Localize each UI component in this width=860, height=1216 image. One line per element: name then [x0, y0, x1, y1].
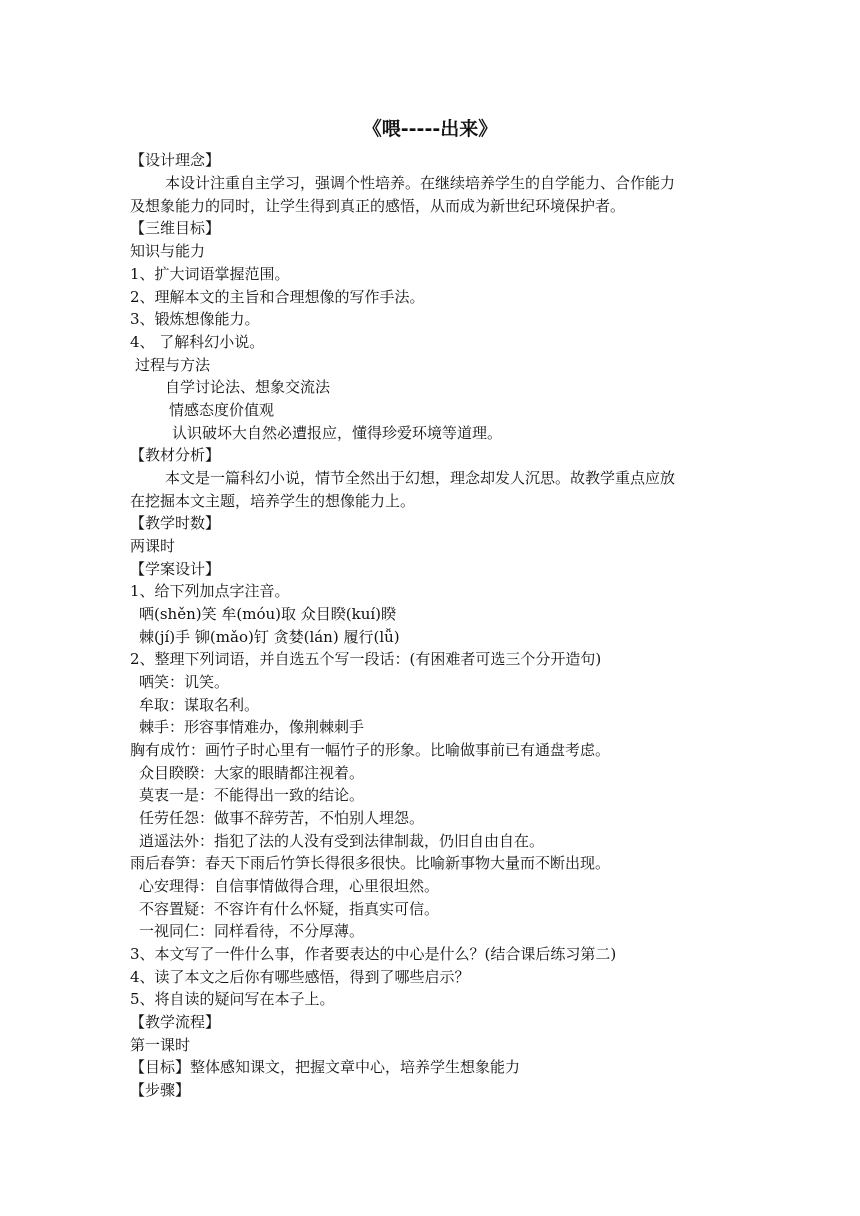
list-item: 2、整理下列词语，并自选五个写一段话：(有困难者可选三个分开造句): [130, 650, 602, 668]
section-heading-teaching-process: 【教学流程】: [130, 1013, 221, 1031]
list-item: 1、给下列加点字注音。: [130, 582, 290, 600]
vocab-line: 棘手：形容事情难办，像荆棘刺手: [139, 718, 365, 736]
vocab-line: 一视同仁：同样看待，不分厚薄。: [139, 922, 365, 940]
paragraph-line: 在挖掘本文主题，培养学生的想像能力上。: [130, 492, 416, 510]
vocab-line: 雨后春笋：春天下雨后竹笋长得很多很快。比喻新事物大量而不断出现。: [130, 854, 611, 872]
pinyin-line: 棘(jí)手 铆(mǎo)钉 贪婪(lán) 履行(lǚ): [139, 628, 400, 646]
paragraph-line: 本设计注重自主学习，强调个性培养。在继续培养学生的自学能力、合作能力: [165, 174, 676, 192]
subheading: 知识与能力: [130, 242, 206, 260]
paragraph-line: 两课时: [130, 537, 176, 555]
vocab-line: 不容置疑：不容许有什么怀疑，指真实可信。: [139, 900, 440, 918]
paragraph-line: 第一课时: [130, 1036, 191, 1054]
subheading: 过程与方法: [135, 356, 211, 374]
subheading: 情感态度价值观: [169, 401, 275, 419]
vocab-line: 莫衷一是：不能得出一致的结论。: [139, 786, 365, 804]
vocab-line: 心安理得：自信事情做得合理，心里很坦然。: [139, 877, 440, 895]
list-item: 3、本文写了一件什么事，作者要表达的中心是什么？(结合课后练习第二): [130, 945, 617, 963]
section-heading-steps: 【步骤】: [130, 1081, 191, 1099]
paragraph-line: 及想象能力的同时，让学生得到真正的感悟，从而成为新世纪环境保护者。: [130, 197, 626, 215]
vocab-line: 胸有成竹：画竹子时心里有一幅竹子的形象。比喻做事前已有通盘考虑。: [130, 741, 611, 759]
vocab-line: 逍遥法外：指犯了法的人没有受到法律制裁，仍旧自由自在。: [139, 832, 545, 850]
paragraph-line: 【目标】整体感知课文，把握文章中心，培养学生想象能力: [130, 1058, 521, 1076]
document-title: 《喂-----出来》: [362, 118, 498, 140]
section-heading-class-hours: 【教学时数】: [130, 514, 221, 532]
section-heading-study-design: 【学案设计】: [130, 560, 221, 578]
list-item: 4、 了解科幻小说。: [130, 333, 265, 351]
list-item: 5、将自读的疑问写在本子上。: [130, 990, 335, 1008]
vocab-line: 牟取：谋取名利。: [139, 696, 260, 714]
section-heading-design-concept: 【设计理念】: [130, 151, 221, 169]
list-item: 3、锻炼想像能力。: [130, 310, 260, 328]
list-item: 4、读了本文之后你有哪些感悟，得到了哪些启示？: [130, 968, 470, 986]
section-heading-goals: 【三维目标】: [130, 219, 221, 237]
paragraph-line: 本文是一篇科幻小说，情节全然出于幻想，理念却发人沉思。故教学重点应放: [165, 469, 676, 487]
list-item: 2、理解本文的主旨和合理想像的写作手法。: [130, 288, 425, 306]
paragraph-line: 认识破坏大自然必遭报应，懂得珍爱环境等道理。: [172, 424, 503, 442]
section-heading-material-analysis: 【教材分析】: [130, 446, 221, 464]
pinyin-line: 哂(shěn)笑 牟(móu)取 众目睽(kuí)睽: [139, 605, 397, 623]
vocab-line: 任劳任怨：做事不辞劳苦，不怕别人埋怨。: [139, 809, 425, 827]
vocab-line: 哂笑：讥笑。: [139, 673, 230, 691]
list-item: 1、扩大词语掌握范围。: [130, 265, 290, 283]
paragraph-line: 自学讨论法、想象交流法: [165, 378, 331, 396]
vocab-line: 众目睽睽：大家的眼睛都注视着。: [139, 764, 365, 782]
